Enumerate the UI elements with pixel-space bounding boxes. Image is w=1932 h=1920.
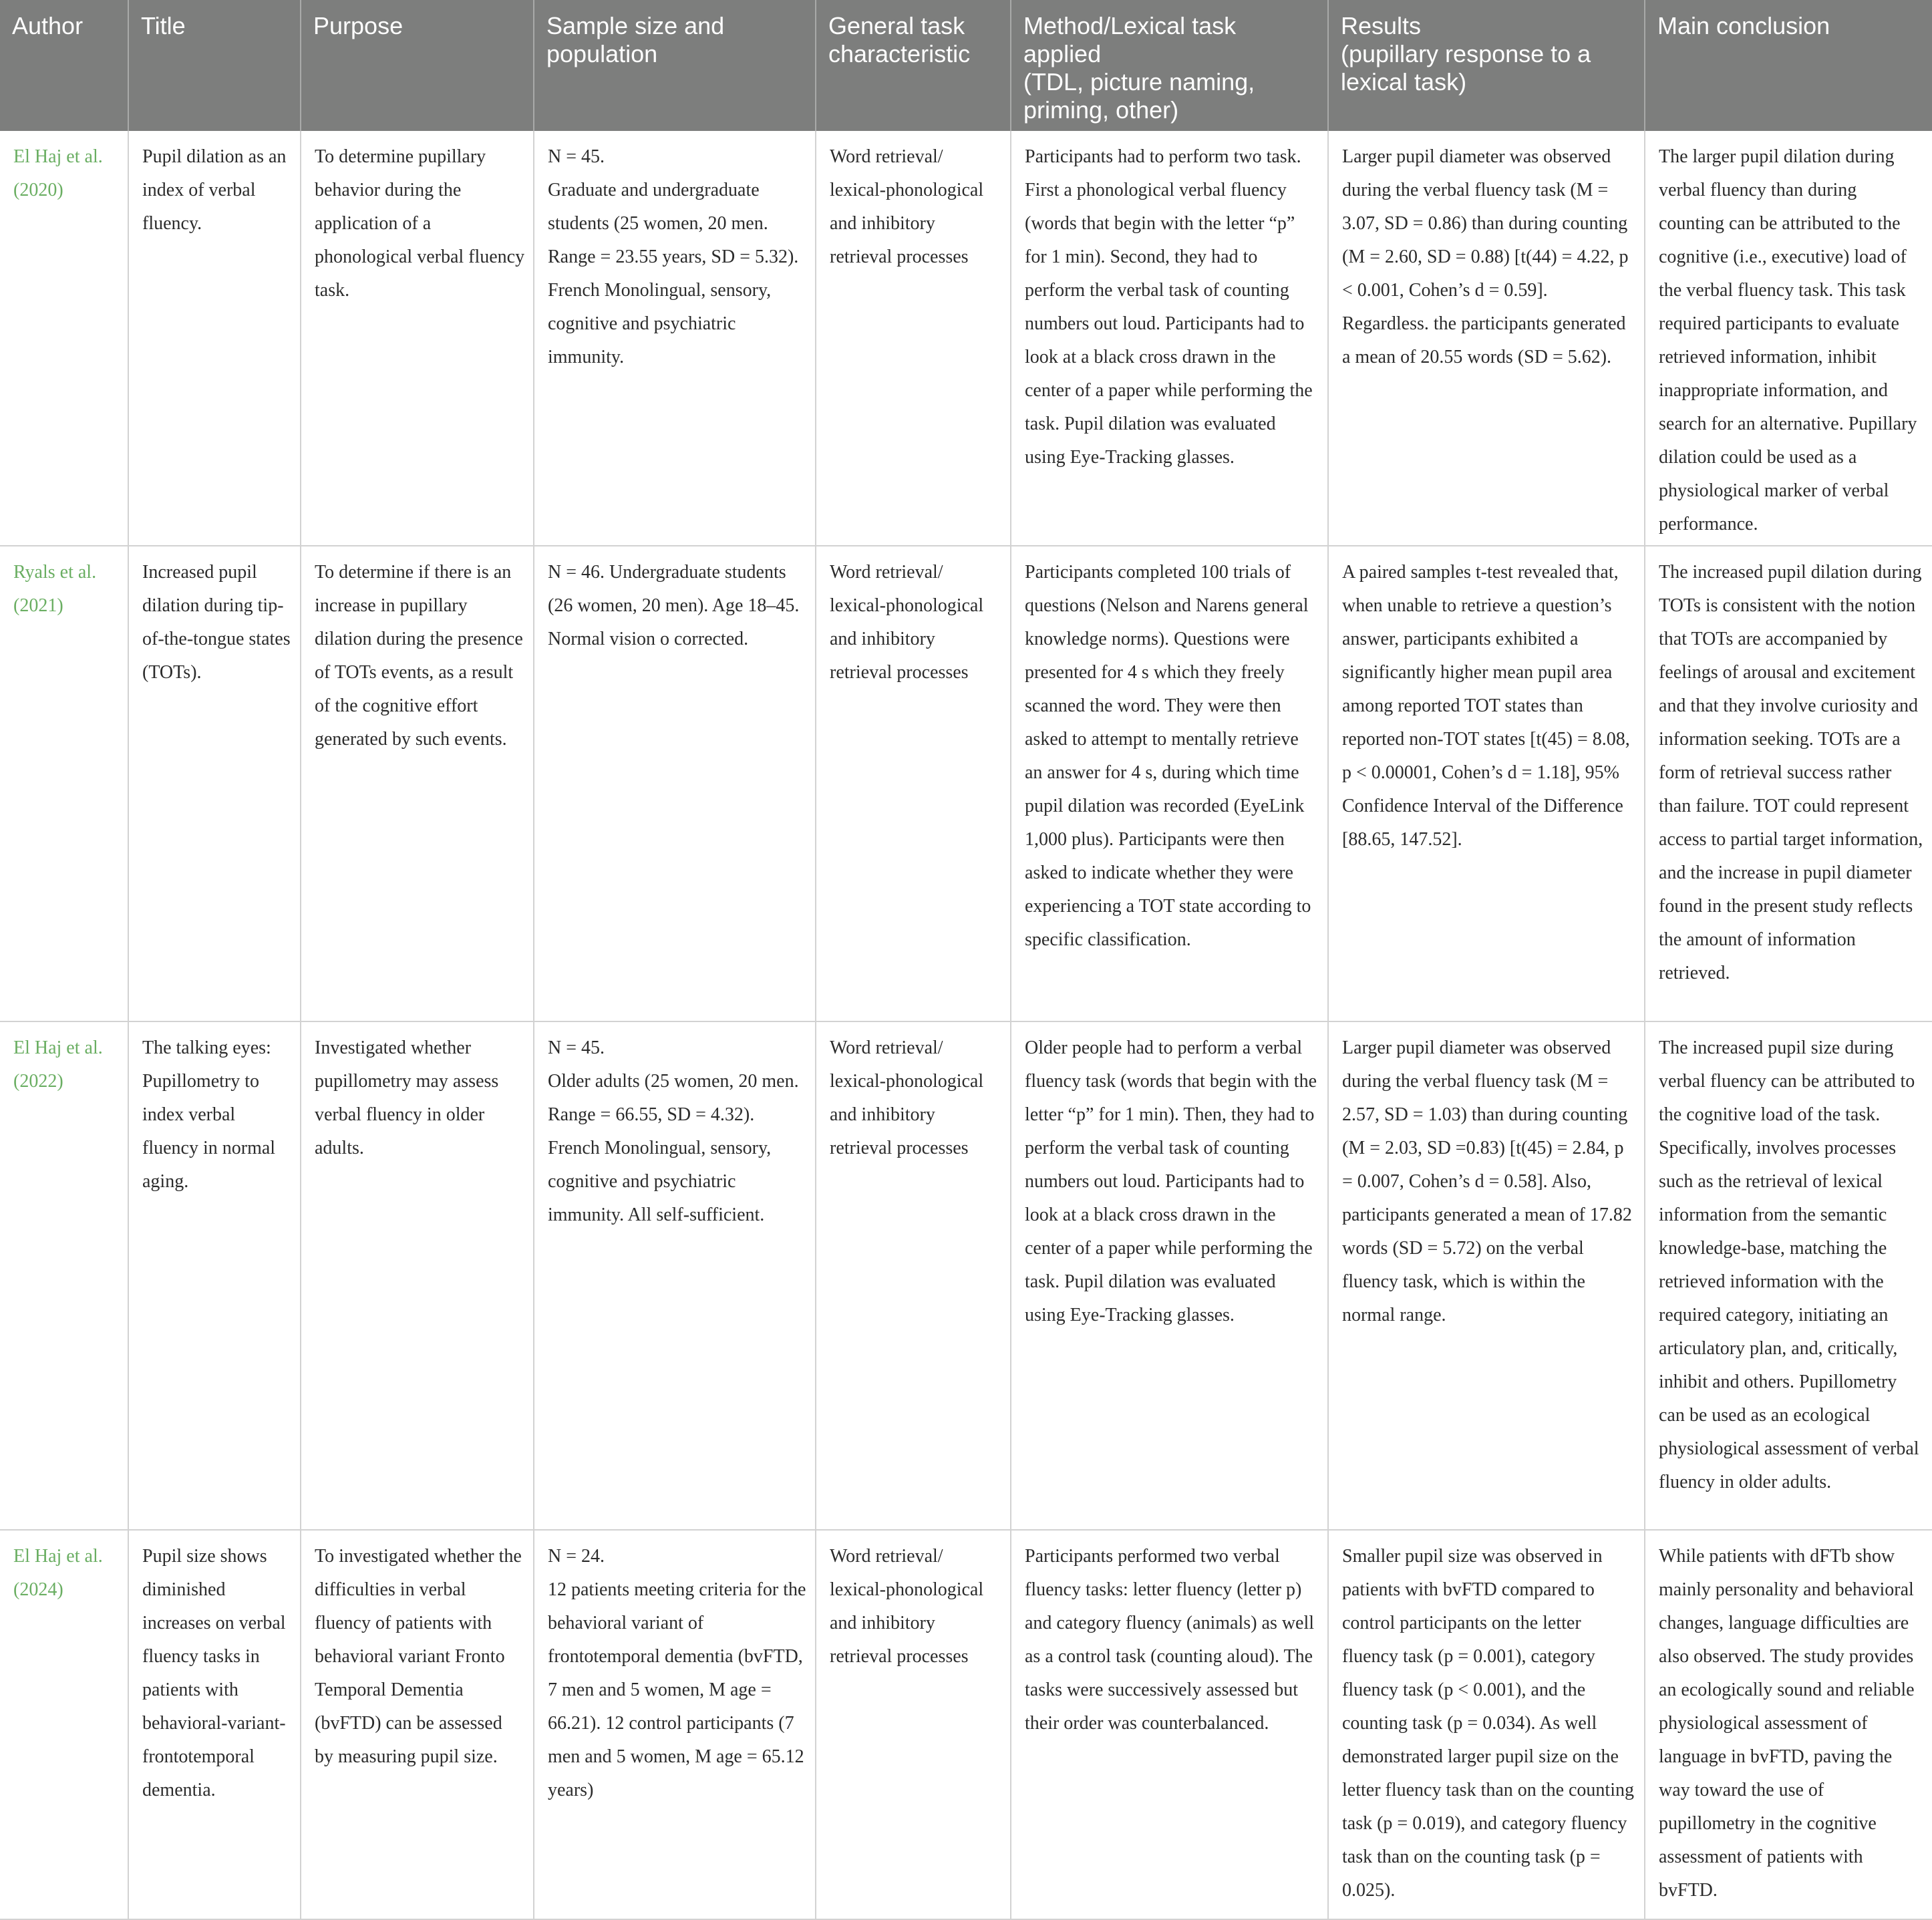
author-cell [0, 546, 128, 1021]
author-link[interactable]: Ryals et al. (2021) [13, 562, 97, 616]
general-task-cell: Word retrieval/ lexical-phonological and inhibitory retrieval processes [816, 1021, 1011, 1530]
header-purpose-label: Purpose [313, 12, 404, 39]
purpose-cell: Investigated whether pupillometry may assess verbal fluency in older adults. [301, 1021, 534, 1530]
table-header [0, 0, 1932, 131]
table-row [0, 1530, 1932, 1919]
header-results-label: Results [1341, 12, 1422, 39]
method-cell: Participants performed two verbal fluency tasks: letter fluency (letter p) and category fluency (animals) as well as a control task (counting aloud). The tasks were successively assessed but their order was counterbalanced. [1011, 1530, 1328, 1919]
header-title-label: Title [141, 12, 186, 39]
general-task-cell: Word retrieval/ lexical-phonological and inhibitory retrieval processes [816, 131, 1011, 546]
header-author [0, 0, 128, 131]
sample-population: N = 46. Undergraduate students (26 women, 20 men). Age 18–45. Normal vision o corrected. [548, 562, 800, 649]
results-cell: Larger pupil diameter was observed during the verbal fluency task (M = 2.57, SD = 1.03) than during counting (M = 2.03, SD =0.83) [t(45) = 2.84, p = 0.007, Cohen’s d = 0.58]. Also, participants generated a mean of 17.82 words (SD = 5.72) on the verbal fluency task, which is within the normal range. [1328, 1021, 1645, 1530]
header-results-sublabel: (pupillary response to a lexical task) [1341, 40, 1591, 96]
header-conclusion [1645, 0, 1932, 131]
sample-size: N = 45. [548, 146, 605, 167]
title-cell: Pupil dilation as an index of verbal fluency. [128, 131, 301, 546]
author-link[interactable]: El Haj et al. (2020) [13, 146, 103, 200]
sample-cell [534, 546, 816, 1021]
header-sample [534, 0, 816, 131]
header-sample-label: Sample size and population [546, 12, 725, 67]
header-general-task-label: General task characteristic [828, 12, 971, 67]
sample-population: Graduate and undergraduate students (25 women, 20 men. Range = 23.55 years, SD = 5.32). French Monolingual, sensory, cognitive and psychiatric immunity. [548, 180, 799, 367]
method-cell: Participants had to perform two task. First a phonological verbal fluency (words that begin with the letter “p” for 1 min). Second, they had to perform the verbal task of counting numbers out loud. Participants had to look at a black cross drawn in the center of a paper while performing the task. Pupil dilation was evaluated using Eye-Tracking glasses. [1011, 131, 1328, 546]
table-row [0, 546, 1932, 1021]
title-cell: The talking eyes: Pupillometry to index verbal fluency in normal aging. [128, 1021, 301, 1530]
title-cell: Increased pupil dilation during tip-of-the-tongue states (TOTs). [128, 546, 301, 1021]
author-link[interactable]: El Haj et al. (2022) [13, 1037, 103, 1092]
table-row [0, 131, 1932, 546]
sample-size: N = 24. [548, 1546, 605, 1567]
sample-cell [534, 1021, 816, 1530]
header-results [1328, 0, 1645, 131]
conclusion-cell: The increased pupil dilation during TOTs is consistent with the notion that TOTs are accompanied by feelings of arousal and excitement and that they involve curiosity and information seeking. TOTs are a form of retrieval success rather than failure. TOT could represent access to partial target information, and the increase in pupil diameter found in the present study reflects the amount of information retrieved. [1645, 546, 1932, 1021]
general-task-cell: Word retrieval/ lexical-phonological and inhibitory retrieval processes [816, 546, 1011, 1021]
header-title [128, 0, 301, 131]
author-cell [0, 1021, 128, 1530]
header-method-sublabel: (TDL, picture naming, priming, other) [1023, 68, 1255, 124]
table-body [0, 131, 1932, 1919]
title-cell: Pupil size shows diminished increases on verbal fluency tasks in patients with behavioral-variant-frontotemporal dementia. [128, 1530, 301, 1919]
sample-cell [534, 131, 816, 546]
header-method [1011, 0, 1328, 131]
conclusion-cell: While patients with dFTb show mainly personality and behavioral changes, language difficulties are also observed. The study provides an ecologically sound and reliable physiological assessment of language in bvFTD, paving the way toward the use of pupillometry in the cognitive assessment of patients with bvFTD. [1645, 1530, 1932, 1919]
header-conclusion-label: Main conclusion [1657, 12, 1830, 39]
results-cell: Smaller pupil size was observed in patients with bvFTD compared to control participants on the letter fluency task (p = 0.001), category fluency task (p < 0.001), and the counting task (p = 0.034). As well demonstrated larger pupil size on the letter fluency task than on the counting task (p = 0.019), and category fluency task than on the counting task (p = 0.025). [1328, 1530, 1645, 1919]
conclusion-cell: The larger pupil dilation during verbal fluency than during counting can be attributed to the cognitive (i.e., executive) load of the verbal fluency task. This task required participants to evaluate retrieved information, inhibit inappropriate information, and search for an alternative. Pupillary dilation could be used as a physiological marker of verbal performance. [1645, 131, 1932, 546]
header-row [0, 0, 1932, 131]
sample-population: 12 patients meeting criteria for the behavioral variant of frontotemporal dementia (bvFTD, 7 men and 5 women, M age = 66.21). 12 control participants (7 men and 5 women, M age = 65.12 years) [548, 1579, 806, 1800]
purpose-cell: To determine if there is an increase in pupillary dilation during the presence of TOTs events, as a result of the cognitive effort generated by such events. [301, 546, 534, 1021]
method-cell: Older people had to perform a verbal fluency task (words that begin with the letter “p” for 1 min). Then, they had to perform the verbal task of counting numbers out loud. Participants had to look at a black cross drawn in the center of a paper while performing the task. Pupil dilation was evaluated using Eye-Tracking glasses. [1011, 1021, 1328, 1530]
purpose-cell: To investigated whether the difficulties in verbal fluency of patients with behavioral variant Fronto Temporal Dementia (bvFTD) can be assessed by measuring pupil size. [301, 1530, 534, 1919]
general-task-cell: Word retrieval/ lexical-phonological and inhibitory retrieval processes [816, 1530, 1011, 1919]
author-cell [0, 131, 128, 546]
header-author-label: Author [12, 12, 84, 39]
sample-size: N = 45. [548, 1037, 605, 1058]
results-cell: Larger pupil diameter was observed during the verbal fluency task (M = 3.07, SD = 0.86) than during counting (M = 2.60, SD = 0.88) [t(44) = 4.22, p < 0.001, Cohen’s d = 0.59]. Regardless. the participants generated a mean of 20.55 words (SD = 5.62). [1328, 131, 1645, 546]
header-purpose [301, 0, 534, 131]
header-general-task [816, 0, 1011, 131]
purpose-cell: To determine pupillary behavior during the application of a phonological verbal fluency task. [301, 131, 534, 546]
results-cell: A paired samples t-test revealed that, when unable to retrieve a question’s answer, participants exhibited a significantly higher mean pupil area among reported TOT states than reported non-TOT states [t(45) = 8.08, p < 0.00001, Cohen’s d = 1.18], 95% Confidence Interval of the Difference [88.65, 147.52]. [1328, 546, 1645, 1021]
sample-cell [534, 1530, 816, 1919]
author-link[interactable]: El Haj et al. (2024) [13, 1546, 103, 1600]
table-row [0, 1021, 1932, 1530]
header-method-label: Method/Lexical task applied [1023, 12, 1237, 67]
sample-population: Older adults (25 women, 20 men. Range = 66.55, SD = 4.32). French Monolingual, sensory, cognitive and psychiatric immunity. All self-sufficient. [548, 1071, 799, 1225]
method-cell: Participants completed 100 trials of questions (Nelson and Narens general knowledge norms). Questions were presented for 4 s which they freely scanned the word. They were then asked to attempt to mentally retrieve an answer for 4 s, during which time pupil dilation was recorded (EyeLink 1,000 plus). Participants were then asked to indicate whether they were experiencing a TOT state according to specific classification. [1011, 546, 1328, 1021]
conclusion-cell: The increased pupil size during verbal fluency can be attributed to the cognitive load of the task. Specifically, involves processes such as the retrieval of lexical information from the semantic knowledge-base, matching the retrieved information with the required category, initiating an articulatory plan, and, critically, inhibit and others. Pupillometry can be used as an ecological physiological assessment of verbal fluency in older adults. [1645, 1021, 1932, 1530]
author-cell [0, 1530, 128, 1919]
